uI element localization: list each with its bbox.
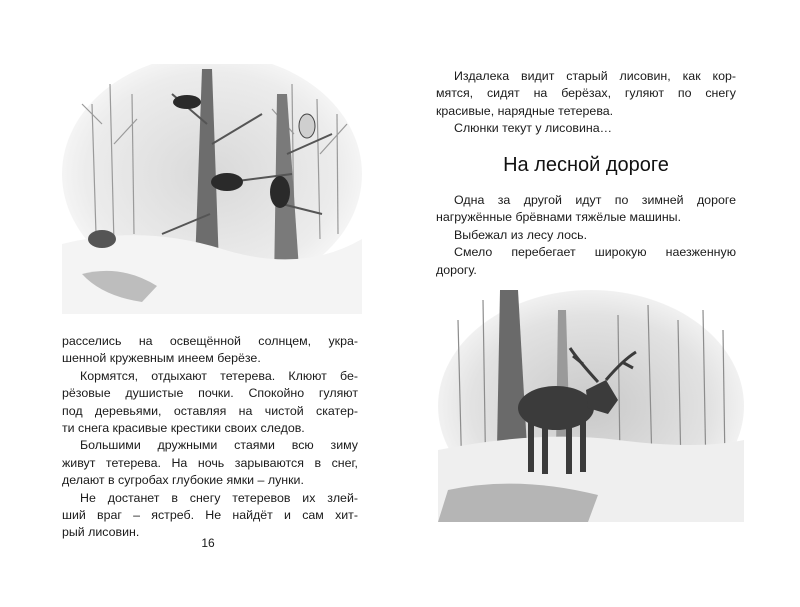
paragraph-line: ти снега красивые крестики своих следов. (62, 421, 305, 436)
paragraph-line: расселись на освещённой солнцем, укра- (62, 334, 358, 348)
moose-illustration (438, 290, 744, 522)
grouse-illustration-drawing (62, 64, 362, 314)
paragraph-line: нагружённые брёвнами тяжёлые машины. (436, 210, 682, 225)
page-number: 16 (201, 536, 215, 550)
paragraph-line: шенной кружевным инеем берёзе. (62, 351, 261, 366)
paragraph-line: дорогу. (436, 262, 477, 277)
paragraph-line: Смело перебегает широкую наезженную (454, 245, 736, 260)
left-page-text (62, 333, 358, 542)
paragraph-line: под деревьями, оставляя на чистой скатер- (62, 403, 358, 418)
moose-illustration-drawing (438, 290, 744, 522)
paragraph-line: красивые, нарядные тетерева. (436, 103, 614, 118)
paragraph-line: Кормятся, отдыхают тетерева. Клюют бе- (80, 368, 358, 383)
paragraph-line: рёзовые душистые почки. Спокойно гуляют (62, 386, 358, 401)
paragraph-line: рый лисовин. (62, 525, 140, 540)
paragraph-line: Не достанет в снегу тетеревов их злей- (80, 490, 358, 505)
paragraph-line: Одна за другой идут по зимней дороге (454, 193, 736, 207)
right-page-bottom-text (436, 192, 736, 279)
grouse-illustration (62, 64, 362, 314)
paragraph-line: Слюнки текут у лисовина… (454, 121, 613, 136)
paragraph-line: мятся, сидят на берёзах, гуляют по снегу (436, 86, 736, 101)
right-page-top-text (436, 68, 736, 138)
paragraph-line: делают в сугробах глубокие ямки – лунки. (62, 473, 304, 488)
paragraph-line: Выбежал из лесу лось. (454, 227, 588, 242)
paragraph-line: живут тетерева. На ночь зарываются в снег, (62, 455, 358, 470)
paragraph-line: Большими дружными стаями всю зиму (80, 438, 358, 453)
paragraph-line: Издалека видит старый лисовин, как кор- (454, 69, 736, 83)
paragraph-line: ший враг – ястреб. Не найдёт и сам хит- (62, 508, 358, 523)
chapter-title: На лесной дороге (503, 154, 669, 176)
